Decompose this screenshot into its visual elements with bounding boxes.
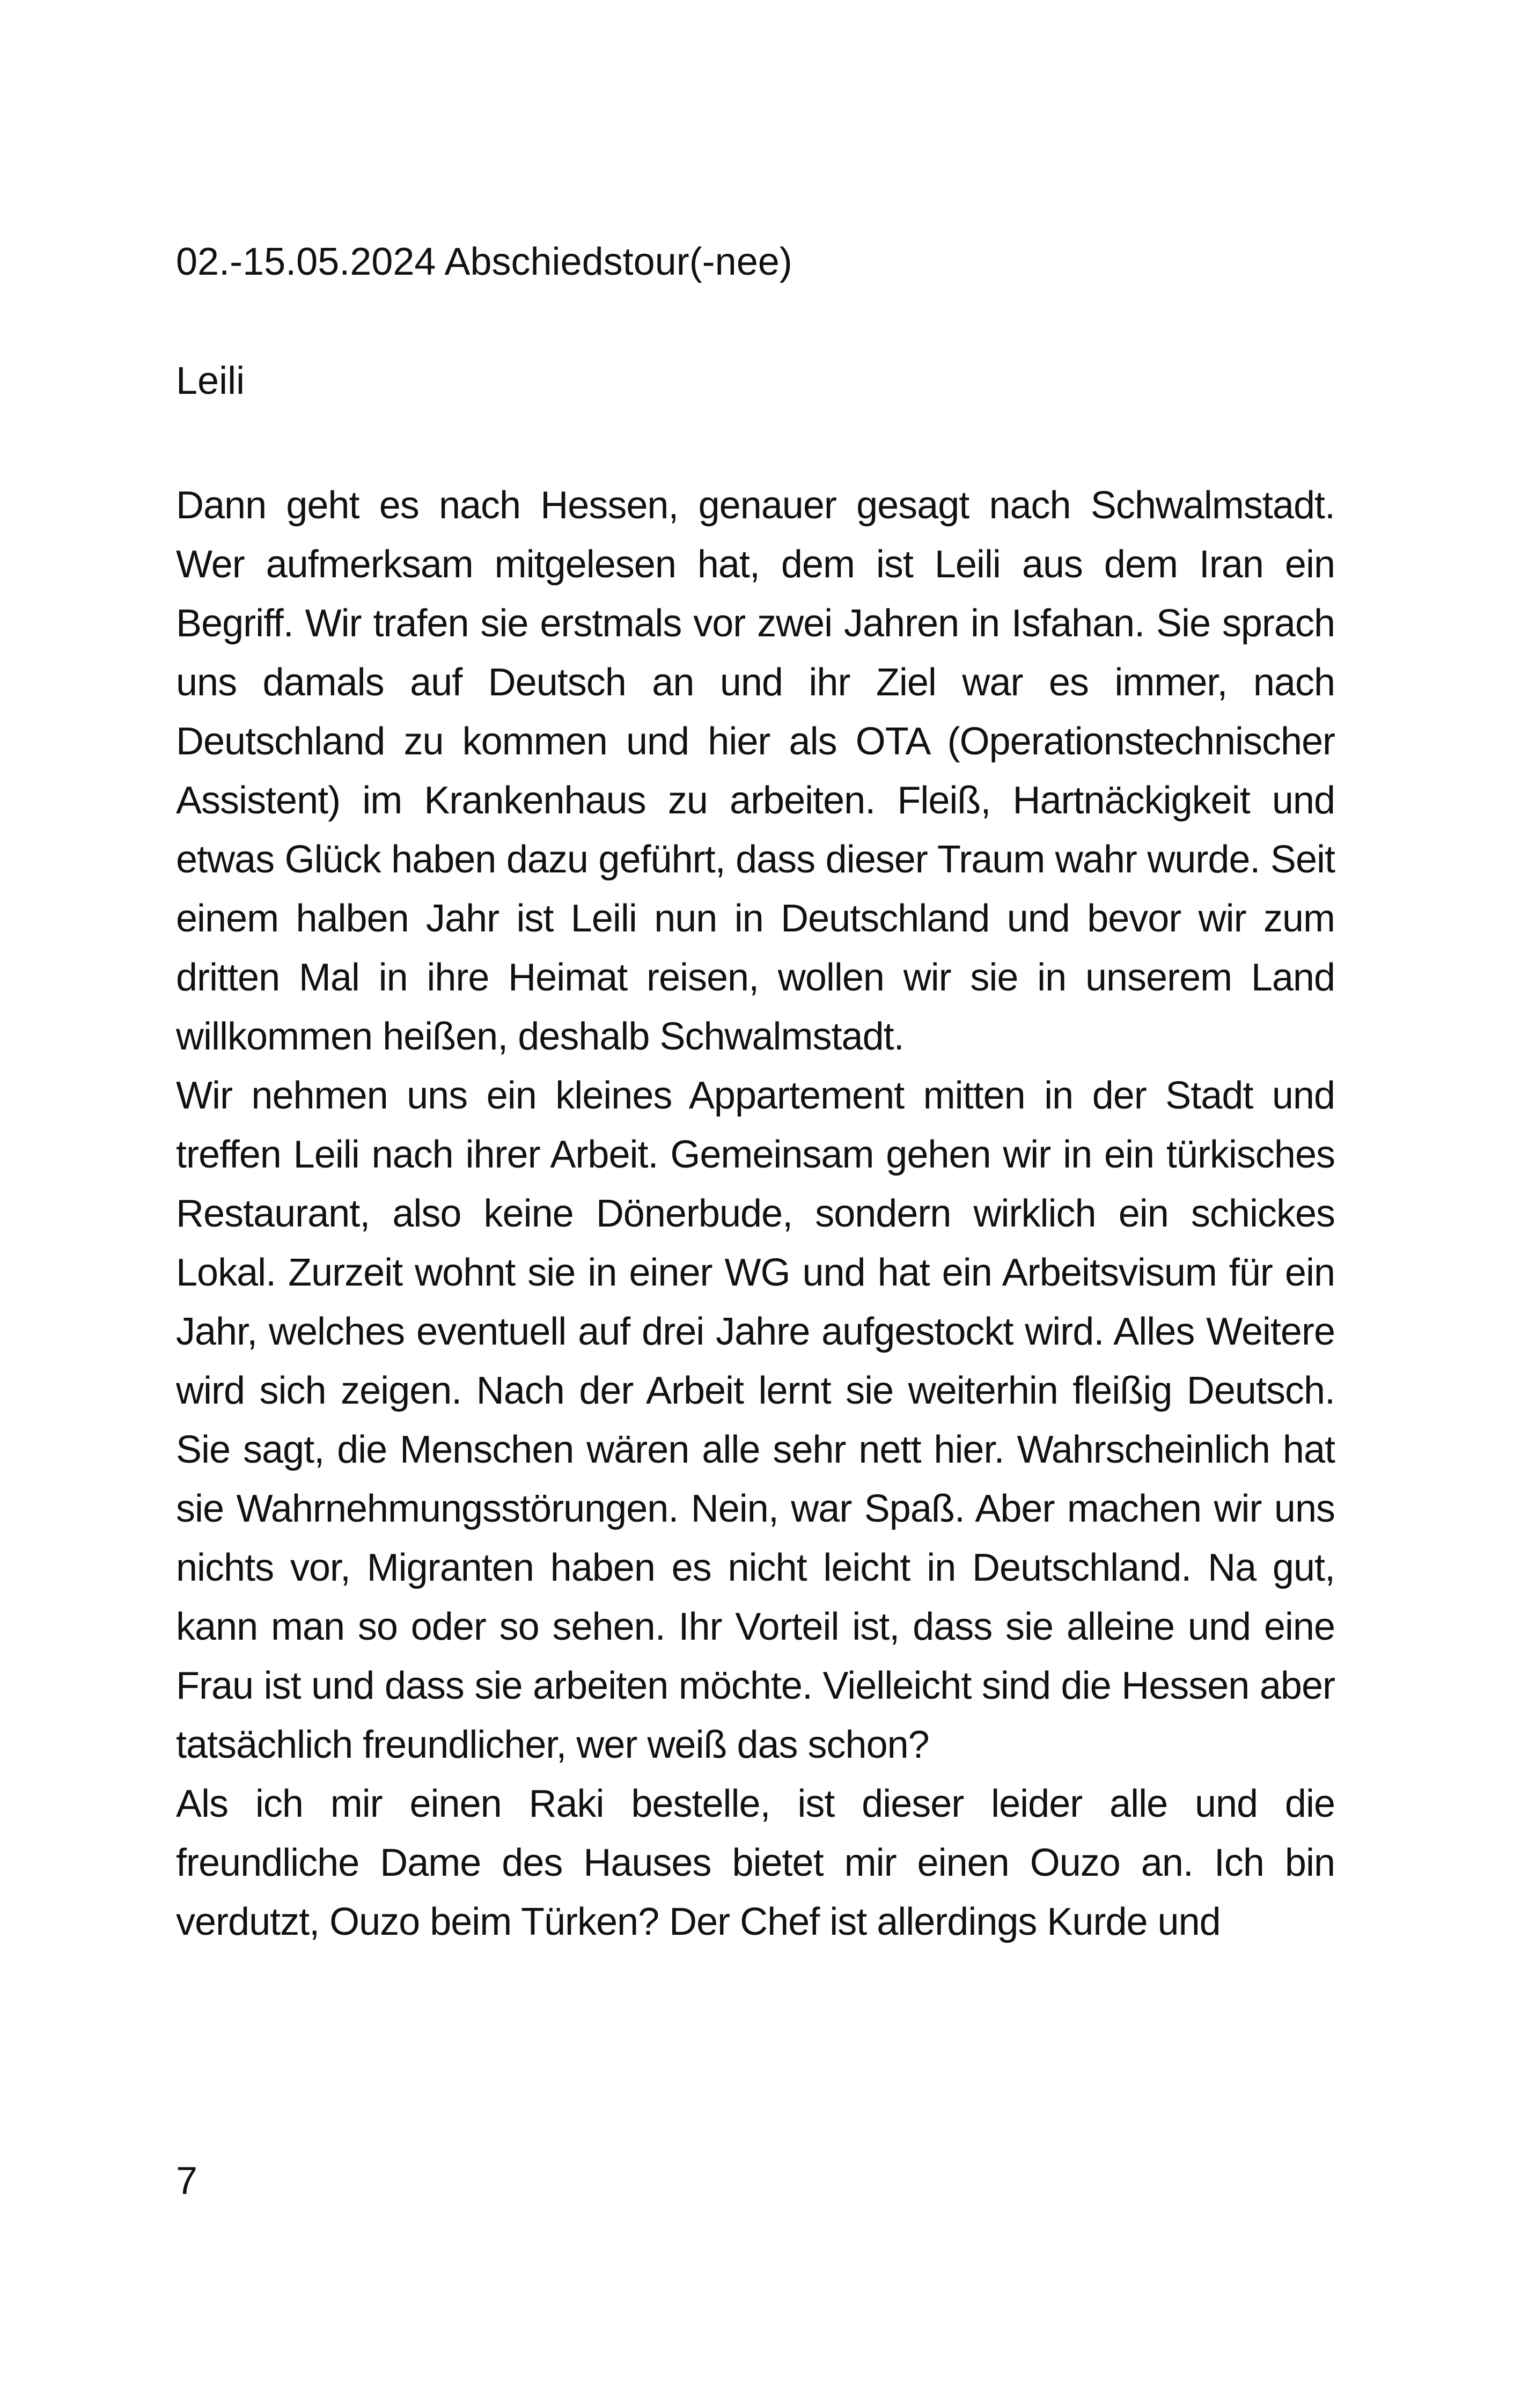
paragraph-1: Dann geht es nach Hessen, genauer gesagt nach Schwalmstadt. Wer aufmerksam mitgelesen hat, dem ist Leili aus dem Iran ein Begriff. Wir trafen sie erstmals vor zwei Jahren in Isfahan. Sie sprach uns damals auf Deutsch an und ihr Ziel war es immer, nach Deutschland zu kommen und hier als OTA (Operationstechnischer Assistent) im Krankenhaus zu arbeiten. Fleiß, Hartnäckigkeit und etwas Glück haben dazu geführt, dass dieser Traum wahr wurde. Seit einem halben Jahr ist Leili nun in Deutschland und bevor wir zum dritten Mal in ihre Heimat reisen, wollen wir sie in unserem Land willkommen heißen, deshalb Schwalmstadt.	[176, 484, 1335, 1058]
body-text	[176, 476, 1335, 1951]
section-title: Leili	[176, 359, 245, 402]
page-number: 7	[176, 2160, 198, 2203]
paragraph-2: Wir nehmen uns ein kleines Appartement mitten in der Stadt und treffen Leili nach ihrer Arbeit. Gemeinsam gehen wir in ein türkisches Restaurant, also keine Dönerbude, sondern wirklich ein schickes Lokal. Zurzeit wohnt sie in einer WG und hat ein Arbeitsvisum für ein Jahr, welches eventuell auf drei Jahre aufgestockt wird. Alles Weitere wird sich zeigen. Nach der Arbeit lernt sie weiterhin fleißig Deutsch. Sie sagt, die Menschen wären alle sehr nett hier. Wahrscheinlich hat sie Wahrnehmungsstörungen. Nein, war Spaß. Aber machen wir uns nichts vor, Migranten haben es nicht leicht in Deutschland. Na gut, kann man so oder so sehen. Ihr Vorteil ist, dass sie alleine und eine Frau ist und dass sie arbeiten möchte. Vielleicht sind die Hessen aber tatsächlich freundlicher, wer weiß das schon?	[176, 1074, 1335, 1766]
paragraph-3: Als ich mir einen Raki bestelle, ist dieser leider alle und die freundliche Dame des Hauses bietet mir einen Ouzo an. Ich bin verdutzt, Ouzo beim Türken? Der Chef ist allerdings Kurde und	[176, 1782, 1335, 1943]
date-title: 02.-15.05.2024 Abschiedstour(-nee)	[176, 240, 792, 283]
